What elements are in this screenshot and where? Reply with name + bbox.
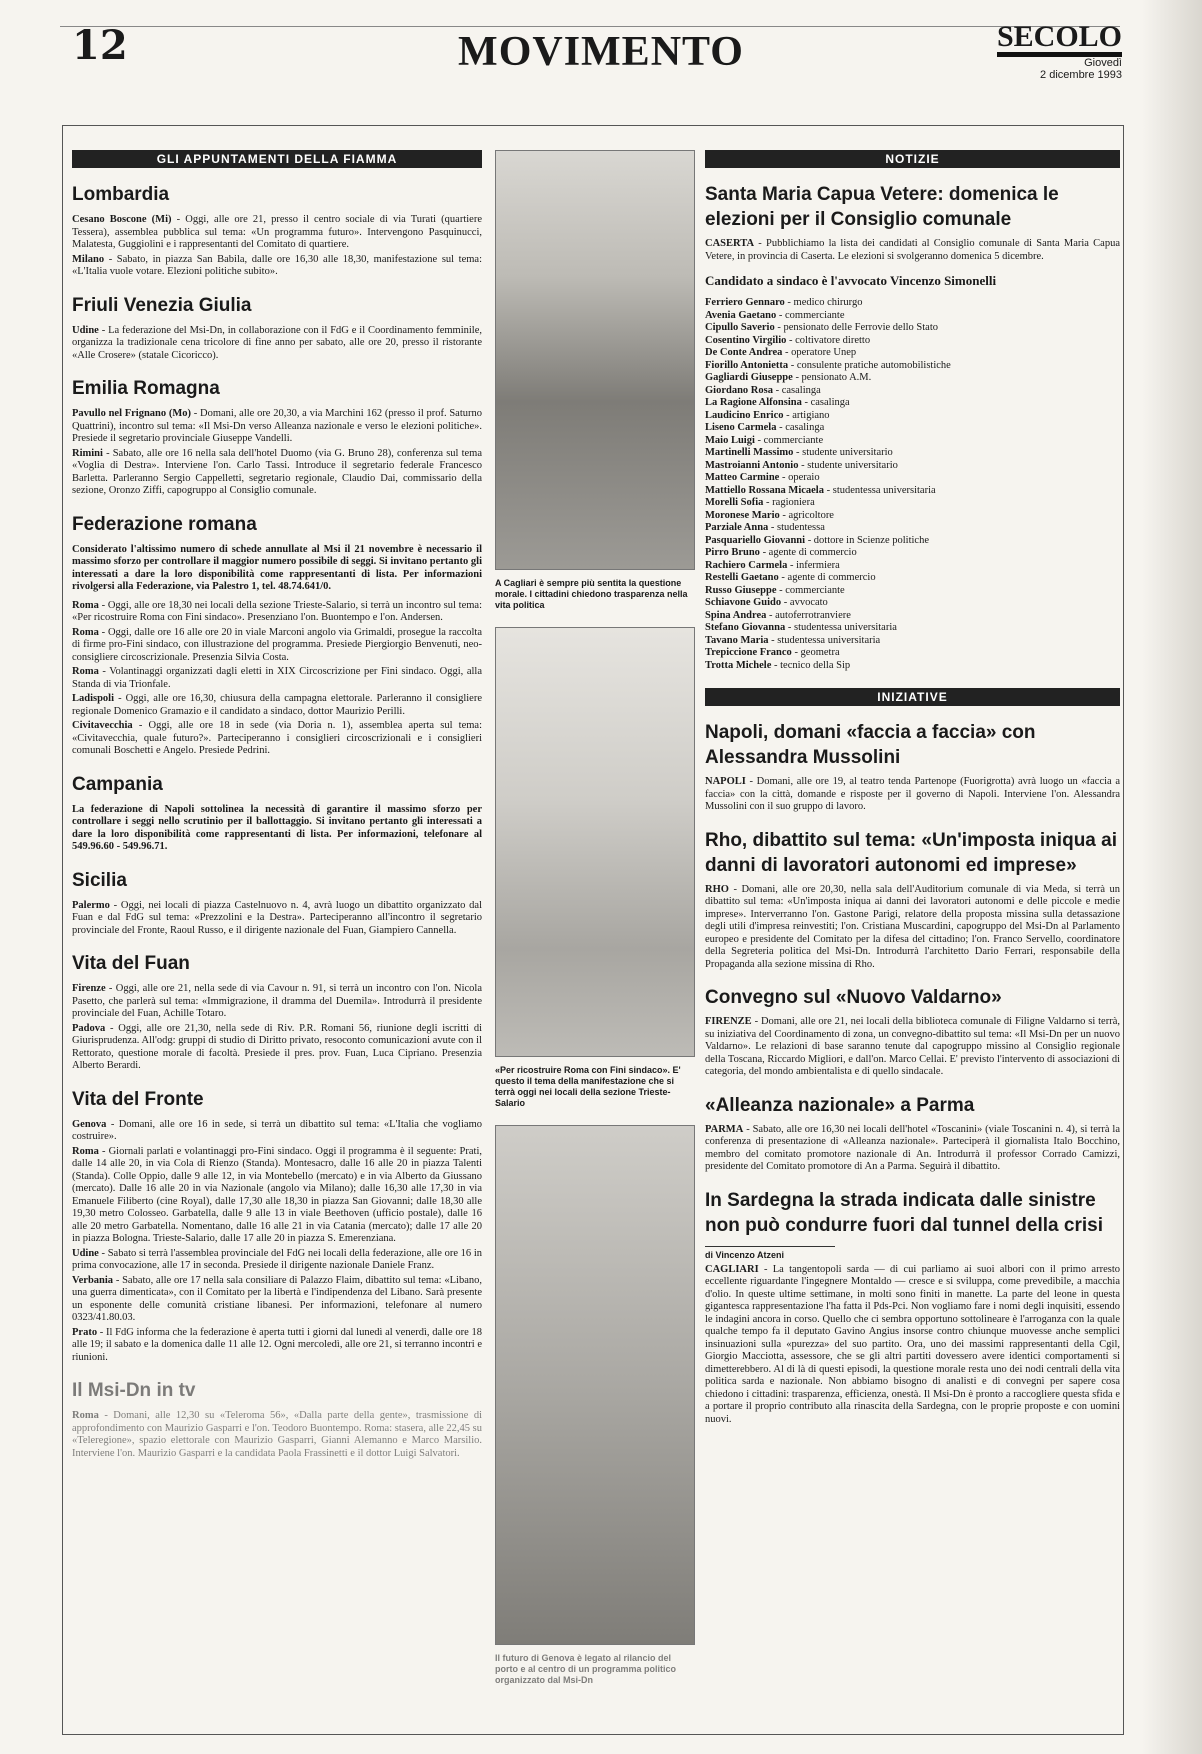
candidate-name: Matteo Carmine [705, 472, 780, 483]
candidate-row [705, 497, 1120, 510]
candidate-row [705, 372, 1120, 385]
appointment-place: Ladispoli [72, 693, 115, 704]
candidate-name: Stefano Giovanna [705, 622, 786, 633]
candidate-row [705, 560, 1120, 573]
appointment-item [72, 1146, 482, 1246]
appointment-item [72, 983, 482, 1021]
candidate-name: Liseno Carmela [705, 422, 777, 433]
appointment-place: Roma [72, 626, 99, 638]
article1-text: - Pubblichiamo la lista dei candidati al Consiglio comunale di Santa Maria Capua Vetere, in provincia di Caserta. Le elezioni si svolgeranno domenica 5 dicembre. [705, 238, 1120, 262]
appointment-text: - Domani, alle 12,30 su «Teleroma 56», «Dalla parte della gente», trasmissione di approfondimento con Maurizio Gasparri e l'on. Teodoro Buontempo. Roma: stasera, alle 22,45 su «Teleregione», spazio elettorale con Maurizio Gasparri, Gianni Alemanno e Marco Marsilio. Interviene l'on. Maurizio Gasparri e la candidata Paola Frassinetti e il dottor Luigi Salvatori. [72, 1410, 482, 1459]
region-block [72, 514, 482, 758]
candidate-row [705, 297, 1120, 310]
region-heading: Campania [72, 773, 163, 795]
candidate-list [705, 297, 1120, 672]
candidate-name: Spina Andrea [705, 609, 767, 621]
candidate-role: - studente universitario [798, 459, 898, 471]
candidate-name: Cipullo Saverio [705, 322, 775, 333]
appointments-column [72, 150, 482, 1462]
article1-subhead: Candidato a sindaco è l'avvocato Vincenzo Simonelli [705, 273, 997, 288]
candidate-role: - coltivatore diretto [786, 334, 871, 346]
candidate-row [705, 447, 1120, 460]
appointment-item [72, 1119, 482, 1144]
candidate-name: Gagliardi Giuseppe [705, 372, 793, 383]
candidate-name: Morelli Sofia [705, 497, 764, 508]
article1-headline: Santa Maria Capua Vetere: domenica le elezioni per il Consiglio comunale [705, 184, 1059, 230]
region-heading: Vita del Fuan [72, 953, 190, 974]
candidate-role: - pensionato delle Ferrovie dello Stato [774, 322, 939, 333]
appointment-place: Civitavecchia [72, 720, 133, 731]
masthead-logo: SECOLO [997, 22, 1122, 57]
photo-cagliari [495, 150, 695, 570]
masthead [992, 22, 1122, 81]
region-block [72, 1089, 482, 1365]
candidate-role: - studente universitario [793, 447, 893, 458]
header-rule [60, 26, 1120, 27]
candidate-role: - artigiano [783, 409, 830, 421]
appointment-place: Verbania [72, 1274, 114, 1286]
region-block [72, 378, 482, 498]
region-heading: Sicilia [72, 869, 127, 891]
candidate-role: - studentessa [768, 522, 825, 533]
candidate-role: - geometra [791, 647, 840, 658]
candidate-name: Mastroianni Antonio [705, 459, 799, 471]
candidate-row [705, 547, 1120, 560]
appointment-place: Udine [72, 324, 99, 336]
candidate-name: Parziale Anna [705, 522, 769, 533]
appointment-text: - Oggi, alle ore 21, nella sede di via Cavour n. 91, si terrà un incontro con l'on. Nicola Pasetto, che parlerà sul tema: «Immigrazione, il dramma del Duemila». Introdurrà il presidente provinciale del Fuan, Achille Totaro. [72, 983, 482, 1019]
article3-text: - Domani, alle ore 20,30, nella sala dell'Auditorium comunale di via Meda, si terrà un dibattito sul tema: «Un'imposta iniqua ai danni dei lavoratori autonomi e delle piccole e medie imprese». Interverranno l'on. Gastone Parigi, relatore della proposta missina sulla detassazione degli utili d'impresa reinvestiti; l'on. Cristiana Muscardini, capogruppo del Msi-Dn al Parlamento europeo e presidente del Comitato per la difesa del cittadino; l'on. Franco Servello, coordinatore della Segreteria politica del Msi-Dn. Introdurrà l'architetto Dario Ferrari, responsabile della Propaganda alla sezione missina di Rho. [705, 883, 1120, 970]
article2-body [705, 776, 1120, 814]
appointment-place: Cesano Boscone (Mi) [72, 214, 172, 225]
candidate-row [705, 460, 1120, 473]
article6-text: - La tangentopoli sarda — di cui parliamo ai suoi albori con il primo arresto eccellente riguardante l'ingegnere Montaldo — cresce e si sviluppa, come prevedibile, a macchia d'olio. In queste ultime settimane, in molti sono finiti in manette. La parte del leone in questa gigantesca rappresentazione l'ha fatta il Pds-Pci. Non vogliamo fare i nomi degli inquisiti, essendo le indagini ancora in corso. Quello che ci sembra opportuno sottolineare è l'arroganza con la quale qualche tempo fa il deputato Gavino Angius insorse contro chiunque muovesse anche semplici insinuazioni sulla «purezza» del suo partito. Ora, uno dei massimi rappresentanti della Cgil, Giorgio Macciotta, assessore, che se gli altri partiti dovessero avere identici comportamenti si dimetterebbero. Al di là di questi episodi, la questione morale resta uno dei nodi centrali della vita politica sarda e nazionale. Non abbiamo bisogno di analisti e di convegni per sapere cosa chiedono i cittadini: trasparenza, efficienza, onestà. Il Msi-Dn è pronto a raccogliere questa sfida e a portare il proprio contributo alla rinascita della Sardegna, con le proprie proposte e con uomini nuovi. [705, 1263, 1120, 1425]
page-number: 12 [72, 22, 128, 69]
appointment-place: Firenze [72, 983, 106, 994]
masthead-day: Giovedì [1084, 57, 1122, 69]
candidate-row [705, 635, 1120, 648]
article3-body [705, 884, 1120, 972]
candidate-row [705, 360, 1120, 373]
candidate-name: La Ragione Alfonsina [705, 397, 802, 408]
appointment-item [72, 1410, 482, 1460]
candidate-name: Restelli Gaetano [705, 572, 779, 583]
candidate-name: Fiorillo Antonietta [705, 359, 789, 371]
appointment-item [72, 666, 482, 691]
region-heading: Vita del Fronte [72, 1088, 204, 1110]
appointment-text: - Sabato, alle ore 17 nella sala consiliare di Palazzo Flaim, dibattito sul tema: «Libano, una guerra dimenticata», con il Comitato per la libertà e l'indipendenza del Libano. Sarà presente un esponente delle comunità cristiane libanesi. Per informazioni, telefonare al numero 0323/41.80.03. [72, 1274, 482, 1323]
appointment-place: Udine [72, 1247, 99, 1259]
article6-body [705, 1264, 1120, 1427]
candidate-row [705, 347, 1120, 360]
candidate-row [705, 510, 1120, 523]
notizie-banner: NOTIZIE [705, 150, 1120, 168]
candidate-row [705, 660, 1120, 673]
candidate-name: Pirro Bruno [705, 547, 760, 558]
appointment-text: - Oggi, dalle ore 16 alle ore 20 in viale Marconi angolo via Grimaldi, prosegue la raccolta di firme pro-Fini sindaco, con illustrazione del programma. Presiede Piergiorgio Benvenuti, neo-consigliere circoscrizionale. Presenzia Silvia Costa. [72, 626, 482, 663]
region-heading: Il Msi-Dn in tv [72, 1380, 196, 1401]
appointment-place: Prato [72, 1326, 98, 1338]
candidate-name: Trotta Michele [705, 659, 772, 671]
appointment-text: - Domani, alle ore 20,30, a via Marchini 162 (presso il prof. Saturno Quattrini), incontro sul tema: «Il Msi-Dn verso Alleanza nazionale e verso le elezioni politiche». Presiede il segretario provinciale Giuseppe Vandelli. [72, 408, 482, 444]
candidate-row [705, 585, 1120, 598]
photo-caption-3: Il futuro di Genova è legato al rilancio del porto e al centro di un programma politico organizzato dal Msi-Dn [495, 1653, 677, 1685]
photo-caption-1: A Cagliari è sempre più sentita la questione morale. I cittadini chiedono trasparenza nella vita politica [495, 578, 688, 610]
candidate-role: - operatore Unep [782, 347, 857, 358]
article3-headline: Rho, dibattito sul tema: «Un'imposta iniqua ai danni di lavoratori autonomi ed imprese» [705, 829, 1117, 876]
article4-headline: Convegno sul «Nuovo Valdarno» [705, 987, 1002, 1008]
appointment-place: Roma [72, 666, 99, 677]
appointment-item [72, 627, 482, 665]
article5-headline: «Alleanza nazionale» a Parma [705, 1094, 975, 1116]
appointment-place: Roma [72, 599, 99, 611]
candidate-role: - studentessa universitaria [768, 634, 881, 646]
candidate-row [705, 385, 1120, 398]
appointment-text: - Oggi, alle ore 21,30, nella sede di Riv. P.R. Romani 56, riunione degli iscritti di Giurisprudenza. All'odg: gruppi di studio di Diritto privato, resoconto comunicazioni avute con il Rettorato, questione morale di facoltà. Presiede il pres. prov. Fuan, Luca Cipriano. Presenzia Alberto Berardi. [72, 1022, 482, 1071]
candidate-row [705, 410, 1120, 423]
region-intro: Considerato l'altissimo numero di schede annullate al Msi il 21 novembre è necessario il massimo sforzo per controllare il maggior numero possibile di seggi. Si invitano pertanto gli interessati a dare la loro disponibilità come rappresentanti di lista. Per informazioni rivolgersi alla Federazione, via Palestro 1, tel. 48.74.641/0. [72, 543, 482, 592]
region-block [72, 774, 482, 854]
candidate-name: De Conte Andrea [705, 347, 783, 358]
candidate-name: Russo Giuseppe [705, 584, 777, 596]
appointment-text: - La federazione del Msi-Dn, in collaborazione con il FdG e il Coordinamento femminile, organizza la tradizionale cena tricolore di fine anno per sabato, alle ore 20, presso il ristorante «Alle Crosere» (statale Cicoricco). [72, 324, 482, 361]
candidate-name: Laudicino Enrico [705, 409, 784, 421]
article5-place: PARMA [705, 1123, 744, 1135]
candidate-row [705, 422, 1120, 435]
appointment-item [72, 720, 482, 758]
candidate-row [705, 535, 1120, 548]
candidate-role: - operaio [779, 472, 820, 483]
region-heading: Federazione romana [72, 513, 257, 535]
appointment-text: - Sabato, alle ore 16 nella sala dell'hotel Duomo (via G. Bruno 28), conferenza sul tema «Voglia di Destra». Interviene l'on. Carlo Tassi. Introduce il segretario federale Francesco Barletta. Parleranno Sergio Cappelletti, segretario regionale, Claudio Dai, commissario della sezione, Oronzo Ziffi, capogruppo al Consiglio comunale. [72, 447, 482, 496]
regions-list [72, 184, 482, 1460]
appointment-text: - Oggi, alle ore 16,30, chiusura della campagna elettorale. Parleranno il consigliere regionale Domenico Gramazio e il candidato a sindaco, dottor Maurizio Perilli. [72, 693, 482, 717]
candidate-role: - agricoltore [779, 509, 834, 521]
region-heading: Lombardia [72, 184, 170, 205]
appointment-place: Pavullo nel Frignano (Mo) [72, 408, 192, 419]
article4-place: FIRENZE [705, 1016, 752, 1027]
candidate-role: - commerciante [754, 434, 824, 446]
news-column [705, 150, 1120, 1428]
candidate-name: Cosentino Virgilio [705, 334, 787, 346]
appointment-text: - Giornali parlati e volantinaggi pro-Fini sindaco. Oggi il programma è il seguente: Prati, dalle 14 alle 20, in via Cola di Rienzo (Standa). Montesacro, dalle 16 alle 20 in piazza Talenti (Standa). Colle Oppio, dalle 9 alle 12, in via Montebello (mercato) e in via Alberto da Giussano (mercato). Dalle 16 alle 20 in via Nazionale (angolo via Milano); dalle 16,30 alle 17,30 in via Emanuele Filiberto (cine Royal), dalle 17,30 alle 18,30 in piazza San Giovanni; dalle 18,30 alle 19,30 metro Colosseo. Garbatella, dalle 9 alle 13 in viale Beethoven (ufficio postale), dalle 16 alle 20 metro Garbatella. Nomentano, dalle 16 alle 21 in via Catania (mercato); dalle 17 alle 20 in piazza Bologna. Trieste-Salario, dalle 17 alle 20 in piazza S. Emerenziana. [72, 1145, 482, 1244]
candidate-name: Tavano Maria [705, 634, 769, 646]
candidate-role: - avvocato [781, 597, 828, 608]
candidate-name: Schiavone Guido [705, 597, 782, 608]
candidate-role: - autoferrotranviere [766, 609, 851, 621]
appointment-place: Padova [72, 1022, 106, 1034]
appointment-item [72, 600, 482, 625]
appointment-item [72, 1023, 482, 1073]
candidate-row [705, 522, 1120, 535]
appointment-place: Rimini [72, 447, 103, 459]
candidate-name: Trepiccione Franco [705, 647, 792, 658]
appointment-place: Palermo [72, 899, 110, 911]
photo-caption-2: «Per ricostruire Roma con Fini sindaco». E' questo il tema della manifestazione che si terrà oggi nei locali della sezione Trieste-Salario [495, 1065, 681, 1108]
candidate-row [705, 572, 1120, 585]
candidate-name: Avenia Gaetano [705, 309, 777, 321]
appointment-place: Roma [72, 1145, 99, 1157]
candidate-name: Mattiello Rossana Micaela [705, 484, 824, 496]
appointment-text: - Sabato si terrà l'assemblea provinciale del FdG nei locali della federazione, alle ore 16 in prima convocazione, alle 17 in seconda. Presiede il dirigente nazionale Daniele Franz. [72, 1247, 482, 1271]
candidate-role: - consulente pratiche automobilistiche [788, 359, 951, 371]
article2-place: NAPOLI [705, 776, 746, 787]
appointments-banner: GLI APPUNTAMENTI DELLA FIAMMA [72, 150, 482, 168]
candidate-row [705, 597, 1120, 610]
candidate-row [705, 472, 1120, 485]
appointment-place: Genova [72, 1118, 107, 1130]
candidate-name: Giordano Rosa [705, 384, 773, 396]
appointment-item [72, 448, 482, 498]
appointment-text: - Sabato, in piazza San Babila, dalle ore 16,30 alle 18,30, manifestazione sul tema: «L'Italia vuole votare. Elezioni politiche subito». [72, 253, 482, 277]
candidate-role: - casalinga [801, 397, 850, 408]
appointment-text: - Oggi, alle ore 18 in sede (via Doria n. 1), assemblea aperta sul tema: «Civitavecchia, quale futuro?». Parteciperanno i consiglieri circoscrizionali e i consiglieri comunali Boschetti e Angelo. Presiede Pedrini. [72, 720, 482, 756]
section-title: MOVIMENTO [458, 29, 744, 75]
article2-headline: Napoli, domani «faccia a faccia» con Alessandra Mussolini [705, 722, 1036, 768]
candidate-role: - commerciante [776, 309, 845, 321]
photo-rome-building [495, 627, 695, 1057]
candidate-role: - pensionato A.M. [792, 372, 872, 383]
appointment-item [72, 214, 482, 252]
candidate-role: - tecnico della Sip [771, 659, 851, 671]
article1-body [705, 238, 1120, 263]
candidate-row [705, 335, 1120, 348]
article6-byline: di Vincenzo Atzeni [705, 1246, 835, 1260]
appointment-item [72, 693, 482, 718]
region-block [72, 184, 482, 279]
candidate-role: - agente di commercio [759, 547, 857, 558]
candidate-role: - studentessa universitaria [823, 484, 936, 496]
candidate-role: - casalinga [772, 384, 821, 396]
candidate-row [705, 310, 1120, 323]
appointment-text: - Oggi, alle ore 21, presso il centro sociale di via Turati (quartiere Tessera), assemblea pubblica sul tema: «Un programma futuro». Intervengono Pasquinucci, Malatesta, Guggiolini e i rappresentanti del Comitato di quartiere. [72, 214, 482, 250]
appointment-item [72, 408, 482, 446]
candidate-role: - dottore in Scienze politiche [805, 534, 929, 546]
candidate-role: - medico chirurgo [784, 297, 863, 308]
candidate-row [705, 485, 1120, 498]
photo-column [495, 150, 695, 1702]
article5-body [705, 1124, 1120, 1174]
article6-place: CAGLIARI [705, 1263, 759, 1275]
appointment-text: - Oggi, nei locali di piazza Castelnuovo n. 4, avrà luogo un dibattito organizzato dal Fuan e dal FdG sul tema: «Prezzolini e la Destra». Parteciperanno all'incontro il segretario provinciale del Fronte, Raoul Russo, e il dirigente nazionale del Fuan, Giampiero Cannella. [72, 899, 482, 936]
candidate-role: - ragioniera [763, 497, 815, 508]
appointment-place: Milano [72, 253, 105, 265]
candidate-name: Rachiero Carmela [705, 559, 788, 571]
article6-headline: In Sardegna la strada indicata dalle sinistre non può condurre fuori dal tunnel della crisi [705, 1189, 1103, 1236]
candidate-name: Maio Luigi [705, 434, 755, 446]
candidate-name: Pasquariello Giovanni [705, 534, 806, 546]
candidate-row [705, 322, 1120, 335]
article4-text: - Domani, alle ore 21, nei locali della biblioteca comunale di Filigne Valdarno si terrà, su iniziativa del Coordinamento di zona, un convegno-dibattito sul tema: «Il Msi-Dn per un nuovo Valdarno». Le relazioni di base saranno tenute dal capogruppo missino al Consiglio regionale della Toscana, Riccardo Migliori, e dall'on. Marco Cellai. E' previsto l'intervento di associazioni di categoria, del mondo ambientalista e di quello sindacale. [705, 1016, 1120, 1077]
candidate-role: - commerciante [776, 584, 845, 596]
candidate-row [705, 435, 1120, 448]
appointment-text: - Domani, alle ore 16 in sede, si terrà un dibattito sul tema: «L'Italia che vogliamo costruire». [72, 1118, 482, 1142]
appointment-place: Roma [72, 1410, 99, 1421]
iniziative-banner: INIZIATIVE [705, 688, 1120, 706]
region-block [72, 1380, 482, 1460]
appointment-text: - Il FdG informa che la federazione è aperta tutti i giorni dal lunedì al venerdì, dalle ore 18 alle 19; il sabato e la domenica dalle 11 alle 12. Ogni mercoledì, alle ore 21, si terranno incontri e riunioni. [72, 1326, 482, 1363]
appointment-text: - Oggi, alle ore 18,30 nei locali della sezione Trieste-Salario, si terrà un incontro sul tema: «Per ricostruire Roma con Fini sindaco». Presenziano l'on. Buontempo e l'on. Andersen. [72, 599, 482, 623]
candidate-role: - studentessa universitaria [785, 622, 897, 633]
region-block [72, 870, 482, 938]
region-intro: La federazione di Napoli sottolinea la necessità di garantire il massimo sforzo per controllare i seggi nello scrutinio per il ballottaggio. Si invitano pertanto gli interessati a dare la loro disponibilità come rappresentanti di lista. Per informazioni, telefonare al 549.96.60 - 549.96.71. [72, 803, 482, 852]
candidate-row [705, 397, 1120, 410]
region-block [72, 295, 482, 363]
candidate-row [705, 647, 1120, 660]
candidate-role: - casalinga [776, 422, 825, 433]
article1-place: CASERTA [705, 238, 755, 249]
candidate-name: Moronese Mario [705, 509, 780, 521]
candidate-name: Martinelli Massimo [705, 447, 794, 458]
appointment-item [72, 900, 482, 938]
appointment-item [72, 1327, 482, 1365]
article2-text: - Domani, alle ore 19, al teatro tenda Partenope (Fuorigrotta) avrà luogo un «faccia a faccia» con la città, domande e risposte per il governo di Napoli. Interviene l'on. Alessandra Mussolini con il suo gruppo di lavoro. [705, 776, 1120, 812]
page-edge-shadow [1142, 0, 1202, 1754]
region-block [72, 953, 482, 1073]
candidate-row [705, 622, 1120, 635]
candidate-role: - infermiera [787, 559, 840, 571]
appointment-item [72, 325, 482, 363]
candidate-role: - agente di commercio [778, 572, 876, 583]
appointment-item [72, 1248, 482, 1273]
article3-place: RHO [705, 883, 729, 895]
candidate-name: Ferriero Gennaro [705, 297, 785, 308]
appointment-item [72, 1275, 482, 1325]
candidate-row [705, 610, 1120, 623]
region-heading: Emilia Romagna [72, 378, 220, 399]
appointment-item [72, 254, 482, 279]
masthead-date: 2 dicembre 1993 [1040, 69, 1122, 81]
article5-text: - Sabato, alle ore 16,30 nei locali dell'hotel «Toscanini» (viale Toscanini n. 4), si terrà la conferenza di presentazione di «Alleanza nazionale». Parteciperà il giornalista Italo Bocchino, membro del comitato promotore nazionale di An. Introdurrà il professor Corrado Camizzi, presidente del Comitato promotore di An a Parma. Seguirà il dibattito. [705, 1123, 1120, 1172]
photo-harbour-cranes [495, 1125, 695, 1645]
region-heading: Friuli Venezia Giulia [72, 294, 252, 316]
article4-body [705, 1016, 1120, 1079]
appointment-text: - Volantinaggi organizzati dagli eletti in XIX Circoscrizione per Fini sindaco. Oggi, alla Standa di via Trionfale. [72, 666, 482, 690]
